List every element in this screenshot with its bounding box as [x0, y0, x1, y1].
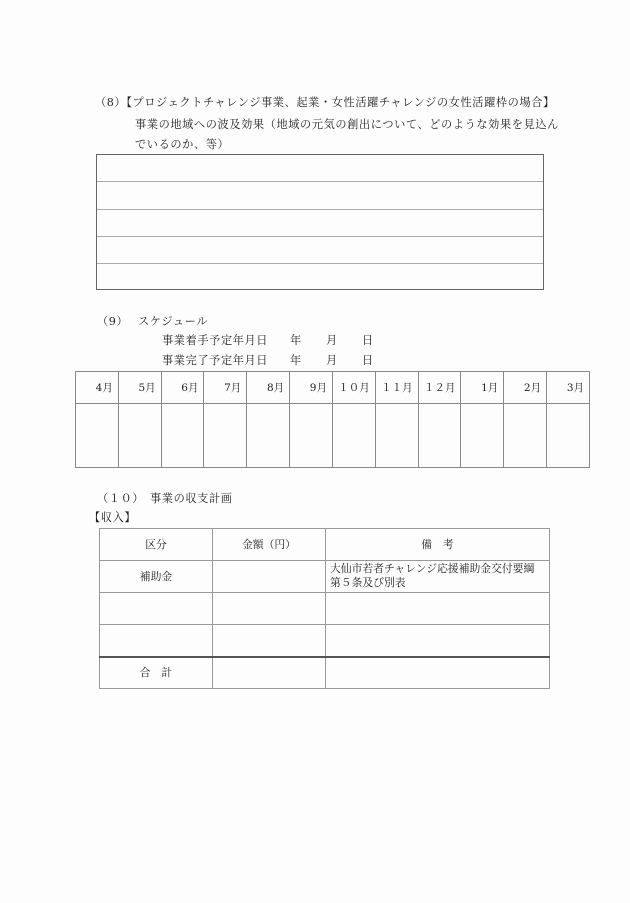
- end-day-field[interactable]: 日: [362, 354, 374, 367]
- month-cell[interactable]: [247, 404, 290, 468]
- amount-cell[interactable]: [213, 625, 326, 657]
- month-header: 6月: [161, 372, 204, 404]
- schedule-body-row: [76, 404, 590, 468]
- schedule-table: [75, 371, 590, 468]
- month-header: 5月: [118, 372, 161, 404]
- month-cell[interactable]: [118, 404, 161, 468]
- section8-description-line1: 事業の地域への波及効果（地域の元気の創出について、どのような効果を見込ん: [135, 118, 559, 131]
- section9-heading: スケジュール: [138, 315, 209, 328]
- ruled-line: [97, 236, 543, 237]
- total-remarks-cell[interactable]: [326, 657, 550, 689]
- month-cell[interactable]: [375, 404, 418, 468]
- month-cell[interactable]: [418, 404, 461, 468]
- month-cell[interactable]: [161, 404, 204, 468]
- income-label: 【収入】: [89, 511, 137, 524]
- section10-number: （１０）: [97, 492, 145, 505]
- remarks-cell[interactable]: [326, 593, 550, 625]
- start-day-field[interactable]: 日: [362, 334, 374, 347]
- ruled-line: [97, 181, 543, 182]
- month-header: 2月: [504, 372, 547, 404]
- amount-cell[interactable]: [213, 561, 326, 593]
- header-category: 区分: [100, 529, 213, 561]
- month-cell[interactable]: [76, 404, 119, 468]
- section8-heading: （8）【プロジェクトチャレンジ事業、起業・女性活躍チャレンジの女性活躍枠の場合】: [95, 96, 555, 109]
- section10-heading: 事業の収支計画: [150, 492, 233, 505]
- end-month-field[interactable]: 月: [326, 354, 338, 367]
- table-row: [100, 625, 550, 657]
- month-header: 4月: [76, 372, 119, 404]
- month-header: 7月: [204, 372, 247, 404]
- income-header-row: [100, 529, 550, 561]
- month-cell[interactable]: [461, 404, 504, 468]
- remarks-cell[interactable]: [326, 625, 550, 657]
- total-row: [100, 657, 550, 689]
- start-date-label: 事業着手予定年月日: [162, 334, 269, 347]
- amount-cell[interactable]: [213, 593, 326, 625]
- section8-description-line2: でいるのか、等）: [135, 138, 230, 151]
- month-cell[interactable]: [204, 404, 247, 468]
- month-header: 9月: [290, 372, 333, 404]
- month-cell[interactable]: [290, 404, 333, 468]
- total-label: 合 計: [100, 657, 213, 689]
- category-cell[interactable]: [100, 593, 213, 625]
- header-amount: 金額（円）: [213, 529, 326, 561]
- table-row: [100, 561, 550, 593]
- schedule-header-row: [76, 372, 590, 404]
- month-header: １０月: [332, 372, 375, 404]
- section9-number: （9）: [97, 315, 129, 328]
- total-amount-cell[interactable]: [213, 657, 326, 689]
- ruled-line: [97, 263, 543, 264]
- end-year-field[interactable]: 年: [290, 354, 302, 367]
- remarks-cell[interactable]: 大仙市若者チャレンジ応援補助金交付要綱第５条及び別表: [326, 561, 550, 593]
- month-header: 1月: [461, 372, 504, 404]
- month-header: １１月: [375, 372, 418, 404]
- ruled-line: [97, 209, 543, 210]
- regional-effect-input-box[interactable]: [96, 154, 544, 290]
- header-remarks: 備 考: [326, 529, 550, 561]
- month-header: １２月: [418, 372, 461, 404]
- category-cell[interactable]: [100, 625, 213, 657]
- month-cell[interactable]: [504, 404, 547, 468]
- income-table: [99, 528, 550, 689]
- month-header: 3月: [547, 372, 590, 404]
- start-month-field[interactable]: 月: [326, 334, 338, 347]
- month-cell[interactable]: [547, 404, 590, 468]
- end-date-label: 事業完了予定年月日: [162, 354, 269, 367]
- month-cell[interactable]: [332, 404, 375, 468]
- start-year-field[interactable]: 年: [290, 334, 302, 347]
- table-row: [100, 593, 550, 625]
- month-header: 8月: [247, 372, 290, 404]
- category-cell[interactable]: 補助金: [100, 561, 213, 593]
